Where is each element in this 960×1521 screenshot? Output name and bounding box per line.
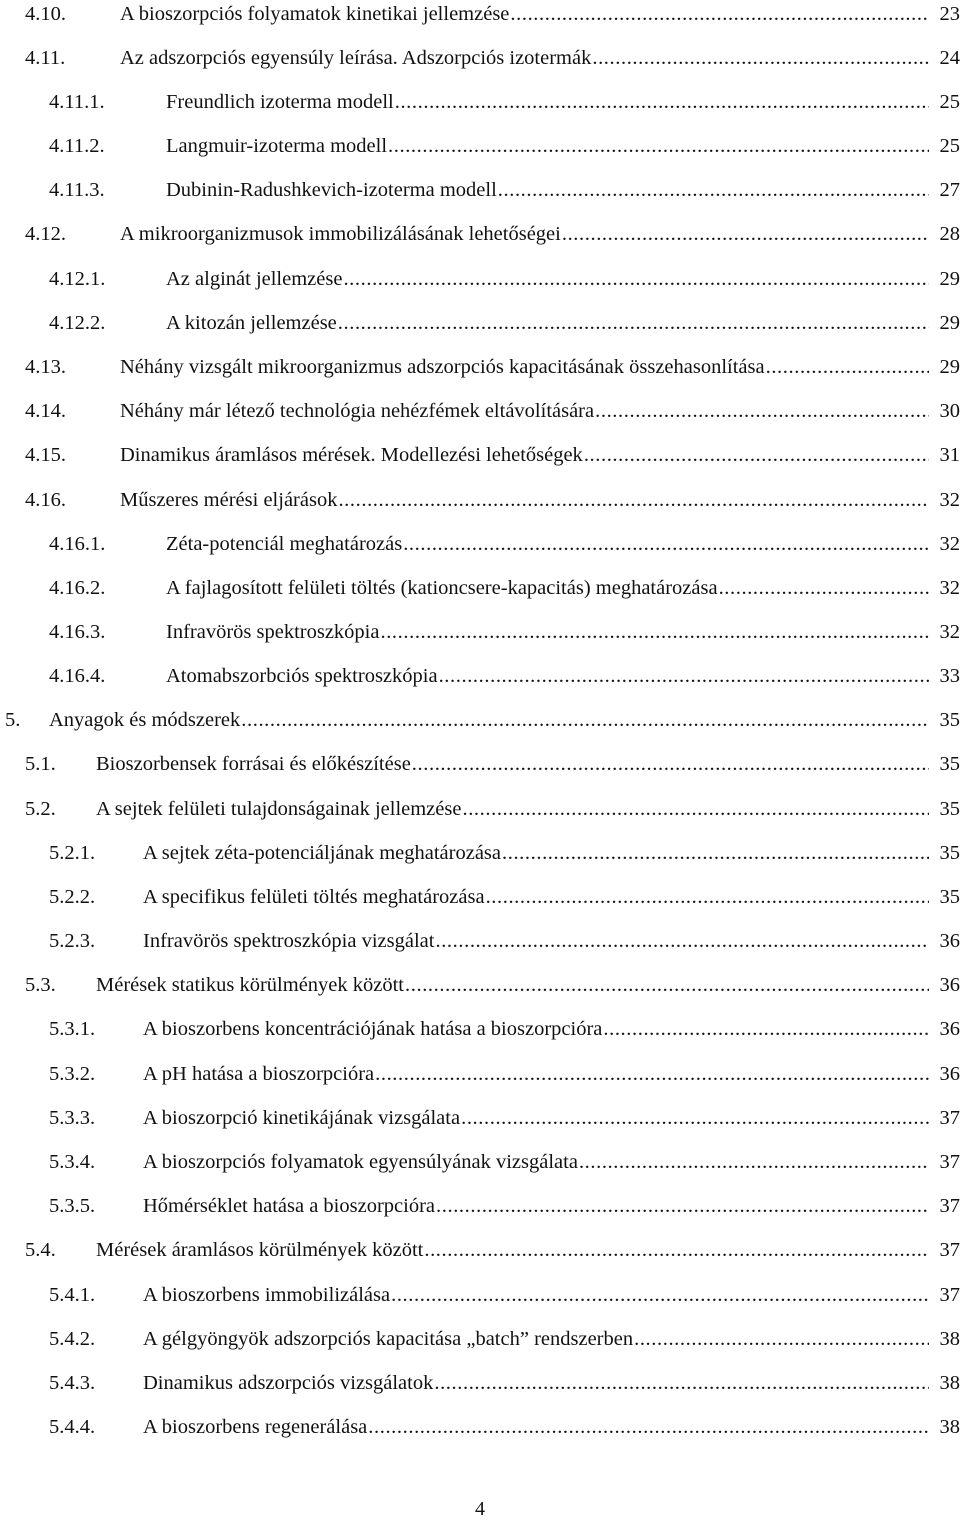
dot-leader [375,1061,929,1087]
toc-entry-title: A bioszorbens koncentrációjának hatása a bioszorpcióra [143,1018,603,1040]
toc-entry-number: 5.3.3. [49,1107,96,1129]
toc-entry-number: 5.1. [25,753,56,775]
toc-entry-number: 4.11.3. [49,179,105,201]
toc-entry[interactable] [0,663,960,707]
toc-entry[interactable] [0,1149,960,1193]
toc-entry-page: 37 [939,1284,960,1306]
toc-entry-title: Zéta-potenciál meghatározás [166,533,403,555]
toc-entry[interactable] [0,884,960,928]
toc-entry-number: 4.13. [25,356,66,378]
dot-leader [343,266,929,292]
dot-leader [603,1016,929,1042]
toc-entry[interactable] [0,796,960,840]
toc-entry-title: A gélgyöngyök adszorpciós kapacitása „batch” rendszerben [143,1328,634,1350]
toc-entry-number: 4.16.4. [49,665,106,687]
toc-entry[interactable] [0,1061,960,1105]
toc-entry-title: Bioszorbensek forrásai és előkészítése [96,753,411,775]
toc-entry[interactable] [0,707,960,751]
toc-entry-page: 24 [939,47,960,69]
toc-entry-title: A specifikus felületi töltés meghatározása [143,886,485,908]
toc-entry-number: 5.4. [25,1239,56,1261]
dot-leader [592,45,929,71]
toc-entry-title: Freundlich izoterma modell [166,91,394,113]
dot-leader [486,884,929,910]
dot-leader [719,575,929,601]
toc-entry-page: 33 [939,665,960,687]
toc-entry-number: 5.3. [25,974,56,996]
toc-entry-number: 4.16. [25,489,66,511]
toc-entry[interactable] [0,354,960,398]
toc-entry[interactable] [0,1193,960,1237]
toc-entry-title: Infravörös spektroszkópia [166,621,380,643]
toc-entry-title: A bioszorbens immobilizálása [143,1284,391,1306]
toc-entry-title: Néhány vizsgált mikroorganizmus adszorpciós kapacitásának összehasonlítása [120,356,765,378]
dot-leader [338,310,929,336]
toc-entry-title: Langmuir-izoterma modell [166,135,388,157]
toc-entry[interactable] [0,1370,960,1414]
dot-leader [510,1,929,27]
toc-entry-number: 5.4.2. [49,1328,96,1350]
toc-entry-page: 38 [939,1416,960,1438]
toc-entry-number: 5.2. [25,798,56,820]
toc-entry[interactable] [0,177,960,221]
dot-leader [388,133,929,159]
toc-entry-page: 31 [939,444,960,466]
toc-entry-title: Mérések áramlásos körülmények között [96,1239,424,1261]
toc-entry[interactable] [0,619,960,663]
toc-entry-page: 37 [939,1239,960,1261]
toc-entry-title: Dubinin-Radushkevich-izoterma modell [166,179,497,201]
toc-entry-title: Mérések statikus körülmények között [96,974,405,996]
toc-entry-number: 5.3.2. [49,1063,96,1085]
toc-entry-title: Az alginát jellemzése [166,268,343,290]
dot-leader [391,1282,929,1308]
dot-leader [368,1414,929,1440]
dot-leader [412,751,929,777]
toc-entry-number: 5. [5,709,21,731]
dot-leader [461,1105,929,1131]
page-number: 4 [475,1498,485,1520]
toc-entry[interactable] [0,1237,960,1281]
dot-leader [395,89,929,115]
toc-entry-number: 5.3.5. [49,1195,96,1217]
toc-entry-page: 36 [939,930,960,952]
toc-entry-number: 4.16.1. [49,533,106,555]
dot-leader [584,442,929,468]
toc-entry[interactable] [0,266,960,310]
toc-entry[interactable] [0,1,960,45]
toc-entry-page: 35 [939,753,960,775]
toc-entry[interactable] [0,133,960,177]
dot-leader [634,1326,929,1352]
toc-entry-page: 28 [939,223,960,245]
toc-entry-page: 35 [939,886,960,908]
dot-leader [498,177,929,203]
toc-entry-page: 35 [939,798,960,820]
toc-entry-page: 35 [939,709,960,731]
toc-entry-page: 29 [939,268,960,290]
toc-entry-title: A kitozán jellemzése [166,312,337,334]
toc-entry[interactable] [0,1105,960,1149]
toc-entry[interactable] [0,840,960,884]
dot-leader [434,1370,929,1396]
toc-entry-page: 38 [939,1328,960,1350]
dot-leader [424,1237,929,1263]
toc-entry[interactable] [0,1282,960,1326]
toc-entry-title: Néhány már létező technológia nehézfémek eltávolítására [120,400,595,422]
toc-entry-title: A pH hatása a bioszorpcióra [143,1063,375,1085]
dot-leader [380,619,929,645]
toc-entry-page: 32 [939,621,960,643]
toc-entry-title: A sejtek zéta-potenciáljának meghatározása [143,842,501,864]
toc-entry-number: 4.11. [25,47,66,69]
toc-entry-page: 35 [939,842,960,864]
toc-entry-number: 4.11.2. [49,135,105,157]
dot-leader [562,221,929,247]
dot-leader [241,707,929,733]
toc-entry-number: 4.10. [25,3,66,25]
dot-leader [435,928,929,954]
toc-entry-title: A bioszorpciós folyamatok egyensúlyának vizsgálata [143,1151,578,1173]
toc-entry-number: 5.2.1. [49,842,96,864]
toc-entry-title: Dinamikus adszorpciós vizsgálatok [143,1372,434,1394]
dot-leader [405,972,929,998]
dot-leader [462,796,929,822]
toc-entry-page: 29 [939,312,960,334]
toc-entry-title: A bioszorpciós folyamatok kinetikai jellemzése [120,3,510,25]
toc-entry-number: 4.12. [25,223,66,245]
dot-leader [579,1149,929,1175]
toc-entry[interactable] [0,310,960,354]
toc-entry-title: A fajlagosított felületi töltés (kationcsere-kapacitás) meghatározása [166,577,718,599]
toc-entry-page: 37 [939,1195,960,1217]
toc-entry[interactable] [0,1016,960,1060]
toc-entry-title: A bioszorpció kinetikájának vizsgálata [143,1107,461,1129]
toc-entry[interactable] [0,575,960,619]
toc-entry-number: 5.2.3. [49,930,96,952]
toc-entry-page: 38 [939,1372,960,1394]
toc-entry-title: Infravörös spektroszkópia vizsgálat [143,930,435,952]
toc-entry-number: 4.16.3. [49,621,106,643]
toc-entry-page: 36 [939,974,960,996]
toc-entry[interactable] [0,1414,960,1458]
toc-entry-number: 5.3.1. [49,1018,96,1040]
toc-entry-title: Dinamikus áramlásos mérések. Modellezési lehetőségek [120,444,583,466]
toc-entry-title: Atomabszorbciós spektroszkópia [166,665,438,687]
toc-entry-page: 25 [939,135,960,157]
toc-entry[interactable] [0,1326,960,1370]
toc-entry-number: 4.12.1. [49,268,106,290]
toc-entry-number: 4.11.1. [49,91,105,113]
dot-leader [502,840,929,866]
dot-leader [436,1193,929,1219]
toc-entry[interactable] [0,45,960,89]
dot-leader [439,663,929,689]
dot-leader [403,531,929,557]
toc-entry[interactable] [0,487,960,531]
toc-entry[interactable] [0,442,960,486]
toc-entry-number: 5.4.3. [49,1372,96,1394]
toc-entry[interactable] [0,972,960,1016]
toc-entry-page: 23 [939,3,960,25]
toc-entry-page: 36 [939,1063,960,1085]
toc-entry-title: A bioszorbens regenerálása [143,1416,368,1438]
toc-entry-number: 5.3.4. [49,1151,96,1173]
toc-entry[interactable] [0,398,960,442]
toc-entry[interactable] [0,928,960,972]
toc-entry-number: 5.4.1. [49,1284,96,1306]
toc-entry-page: 25 [939,91,960,113]
toc-entry[interactable] [0,531,960,575]
toc-entry-number: 4.12.2. [49,312,106,334]
dot-leader [595,398,929,424]
toc-entry-page: 27 [939,179,960,201]
toc-entry[interactable] [0,89,960,133]
toc-entry-title: A mikroorganizmusok immobilizálásának lehetőségei [120,223,561,245]
toc-entry-title: Anyagok és módszerek [49,709,241,731]
toc-entry-number: 4.14. [25,400,66,422]
toc-entry-page: 29 [939,356,960,378]
toc-entry-page: 32 [939,533,960,555]
toc-entry-title: Hőmérséklet hatása a bioszorpcióra [143,1195,436,1217]
toc-entry-number: 4.16.2. [49,577,106,599]
toc-entry-page: 32 [939,577,960,599]
toc-entry-page: 32 [939,489,960,511]
toc-entry-number: 5.4.4. [49,1416,96,1438]
toc-entry-number: 5.2.2. [49,886,96,908]
toc-entry-title: A sejtek felületi tulajdonságainak jellemzése [96,798,462,820]
toc-entry-number: 4.15. [25,444,66,466]
dot-leader [338,487,929,513]
toc-entry-page: 37 [939,1151,960,1173]
toc-entry-title: Műszeres mérési eljárások [120,489,338,511]
toc-entry-title: Az adszorpciós egyensúly leírása. Adszorpciós izotermák [120,47,592,69]
toc-entry-page: 30 [939,400,960,422]
toc-entry-page: 37 [939,1107,960,1129]
dot-leader [766,354,929,380]
toc-entry[interactable] [0,751,960,795]
toc-entry-page: 36 [939,1018,960,1040]
toc-entry[interactable] [0,221,960,265]
